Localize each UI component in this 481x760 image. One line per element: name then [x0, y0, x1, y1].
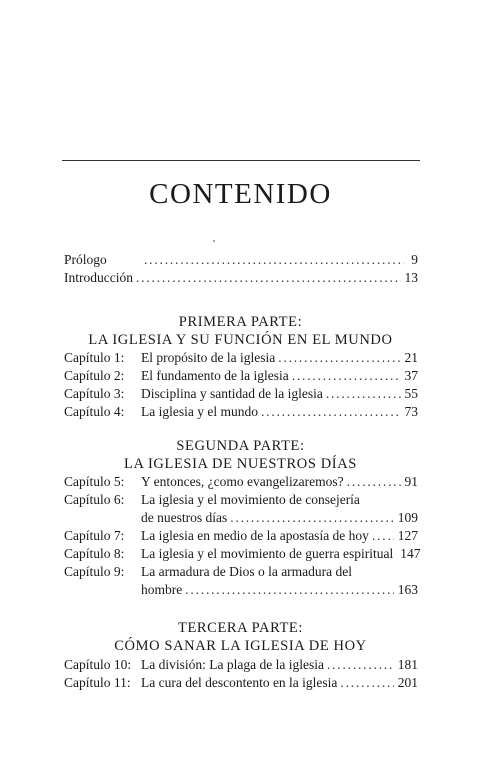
- dot-leader: [340, 674, 393, 692]
- chapter-title: El fundamento de la iglesia: [141, 368, 289, 383]
- chapter-title: Y entonces, ¿como evangelizaremos?: [141, 474, 344, 489]
- top-rule: [62, 160, 420, 161]
- part-heading: SEGUNDA PARTE:: [176, 438, 305, 454]
- part-subheading: LA IGLESIA Y SU FUNCIÓN EN EL MUNDO: [88, 332, 393, 348]
- ink-speck: [213, 240, 215, 242]
- chapter-title: La división: La plaga de la iglesia: [141, 657, 324, 672]
- chapter-label: Capítulo 7:: [64, 528, 125, 543]
- chapter-label: Capítulo 6:: [64, 492, 125, 507]
- page-number: 9: [411, 252, 418, 267]
- toc-chapter[interactable]: [64, 349, 418, 367]
- chapter-title: Disciplina y santidad de la iglesia: [141, 386, 323, 401]
- part-subheading: CÓMO SANAR LA IGLESIA DE HOY: [114, 638, 367, 654]
- dot-leader: [261, 403, 401, 421]
- chapter-label: Capítulo 8:: [64, 546, 125, 561]
- chapter-label: Capítulo 5:: [64, 474, 125, 489]
- chapter-title: La armadura de Dios o la armadura del: [141, 564, 353, 579]
- chapter-title: La cura del descontento en la iglesia: [141, 675, 338, 690]
- page-number: 109: [397, 510, 418, 525]
- dot-leader: [230, 509, 394, 527]
- page-number: 37: [404, 368, 418, 383]
- chapter-title: El propósito de la iglesia: [141, 350, 276, 365]
- part-heading: PRIMERA PARTE:: [178, 314, 303, 330]
- toc-chapter[interactable]: [64, 385, 418, 403]
- toc-chapter[interactable]: [64, 527, 418, 545]
- dot-leader: [185, 581, 394, 599]
- part-subheading: LA IGLESIA DE NUESTROS DÍAS: [124, 456, 357, 472]
- toc-chapter-continuation[interactable]: [64, 581, 418, 599]
- page-number: 21: [404, 350, 418, 365]
- chapter-title: La iglesia y el movimiento de guerra espiritual: [141, 546, 394, 561]
- toc-chapter[interactable]: [64, 545, 421, 563]
- dot-leader: [144, 251, 404, 269]
- part-heading: TERCERA PARTE:: [177, 620, 304, 636]
- toc-chapter[interactable]: [64, 473, 418, 491]
- toc-entry-prologo[interactable]: [64, 251, 418, 269]
- chapter-title: La iglesia y el mundo: [141, 404, 258, 419]
- page-number: 55: [404, 386, 418, 401]
- page-number: 127: [397, 528, 418, 543]
- dot-leader: [347, 473, 401, 491]
- chapter-title: La iglesia y el movimiento de consejería: [141, 492, 360, 507]
- chapter-label: Capítulo 11:: [64, 675, 131, 690]
- chapter-title: La iglesia en medio de la apostasía de hoy: [141, 528, 369, 543]
- page-number: 73: [404, 404, 418, 419]
- dot-leader: [292, 367, 401, 385]
- entry-label: Prólogo: [64, 252, 107, 267]
- toc-chapter-continuation[interactable]: [64, 509, 418, 527]
- chapter-title-continued: de nuestros días: [141, 510, 228, 525]
- page-number: 91: [404, 474, 418, 489]
- page-number: 163: [397, 582, 418, 597]
- page-number: 181: [397, 657, 418, 672]
- page-number: 13: [404, 270, 418, 285]
- dot-leader: [372, 527, 394, 545]
- toc-chapter[interactable]: [64, 367, 418, 385]
- chapter-label: Capítulo 9:: [64, 564, 125, 579]
- dot-leader: [326, 385, 401, 403]
- toc-chapter[interactable]: [64, 403, 418, 421]
- chapter-label: Capítulo 10:: [64, 657, 132, 672]
- chapter-title-continued: hombre: [141, 582, 183, 597]
- entry-label: Introducción: [64, 270, 133, 285]
- toc-chapter[interactable]: [64, 656, 418, 674]
- page-number: 147: [400, 546, 421, 561]
- toc-chapter[interactable]: [64, 491, 418, 509]
- chapter-label: Capítulo 2:: [64, 368, 125, 383]
- page-number: 201: [397, 675, 418, 690]
- chapter-label: Capítulo 4:: [64, 404, 125, 419]
- toc-chapter[interactable]: [64, 674, 418, 692]
- dot-leader: [278, 349, 400, 367]
- dot-leader: [327, 656, 394, 674]
- chapter-label: Capítulo 1:: [64, 350, 125, 365]
- page-title: CONTENIDO: [149, 178, 332, 210]
- toc-chapter[interactable]: [64, 563, 418, 581]
- toc-entry-introduccion[interactable]: [64, 269, 418, 287]
- chapter-label: Capítulo 3:: [64, 386, 125, 401]
- dot-leader: [136, 269, 401, 287]
